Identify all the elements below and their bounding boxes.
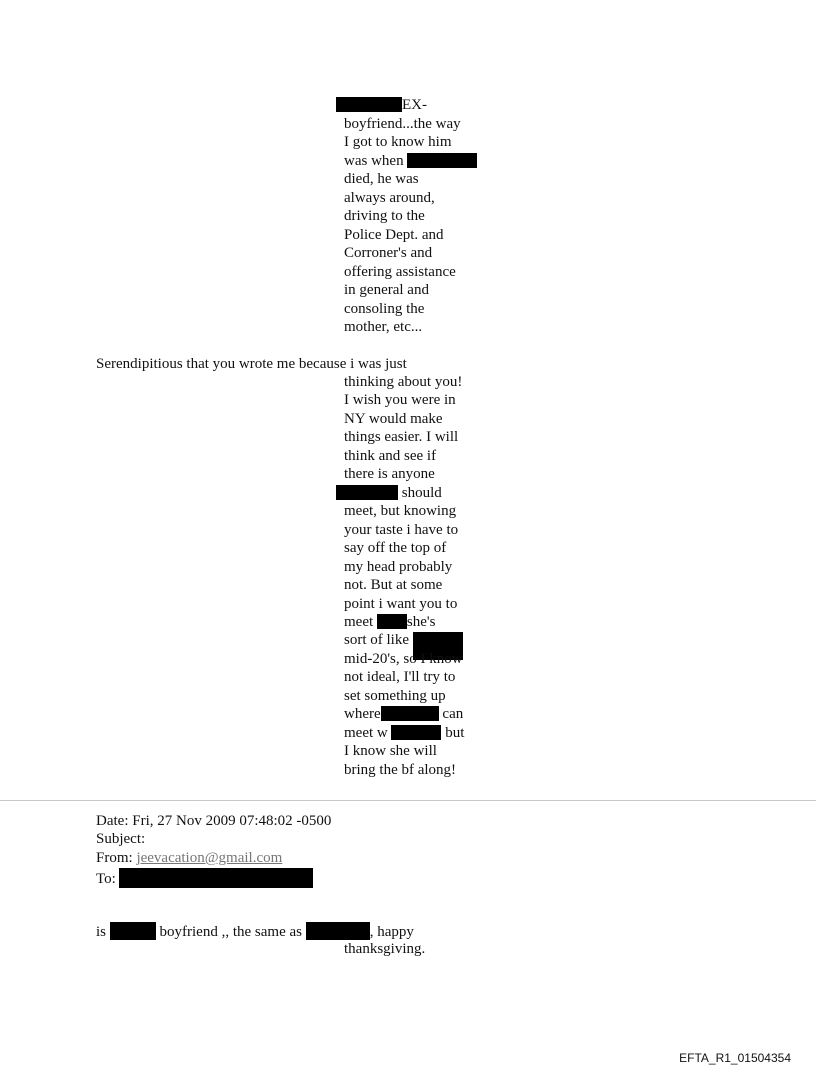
message-line: consoling the [344, 301, 425, 317]
message-line: your taste i have to [344, 522, 459, 538]
redaction-block [377, 614, 407, 629]
message-line: I know she will [344, 743, 437, 759]
date-value: Fri, 27 Nov 2009 07:48:02 -0500 [132, 813, 332, 829]
redaction-block [381, 706, 439, 721]
message-line: not ideal, I'll try to [344, 669, 456, 685]
separator-rule [0, 800, 816, 801]
redaction-block [306, 922, 370, 940]
message-line: driving to the [344, 208, 425, 224]
message-line: EX- [336, 96, 427, 114]
message-line: bring the bf along! [344, 762, 457, 778]
message-line: sort of like [344, 631, 463, 660]
message-line: set something up [344, 688, 446, 704]
message-line: things easier. I will [344, 429, 459, 445]
document-id: EFTA_R1_01504354 [679, 1051, 791, 1065]
subject-line: Subject: [96, 831, 146, 847]
message-line: meet she's [344, 614, 436, 630]
redaction-block [391, 725, 441, 740]
redaction-block [336, 485, 398, 500]
from-email-link[interactable]: jeevacation@gmail.com [136, 850, 283, 866]
message-line: NY would make [344, 411, 443, 427]
from-line: From: jeevacation@gmail.com [96, 850, 283, 866]
message-line: Serendipitious that you wrote me because i was just [96, 356, 407, 372]
message-line: where can [344, 706, 464, 722]
message-line: Police Dept. and [344, 227, 444, 243]
message-line: thanksgiving. [344, 941, 426, 957]
message-line: is boyfriend ,, the same as , happy [96, 924, 414, 940]
to-line: To: [96, 868, 313, 888]
message-line: meet, but knowing [344, 503, 457, 519]
message-line: should [336, 484, 442, 502]
message-line: think and see if [344, 448, 437, 464]
redaction-block [119, 868, 313, 888]
message-line: I got to know him [344, 134, 452, 150]
message-line: point i want you to [344, 596, 458, 612]
date-line: Date: Fri, 27 Nov 2009 07:48:02 -0500 [96, 813, 332, 829]
message-line: died, he was [344, 171, 419, 187]
message-line: my head probably [344, 559, 453, 575]
message-line: Corroner's and [344, 245, 433, 261]
redaction-block [110, 922, 156, 940]
message-line: there is anyone [344, 466, 435, 482]
message-line: was when [344, 152, 477, 170]
message-line: I wish you were in [344, 392, 456, 408]
message-line: mother, etc... [344, 319, 423, 335]
message-line: thinking about you! [344, 374, 463, 390]
redaction-block [336, 97, 402, 112]
message-line: in general and [344, 282, 429, 298]
message-line: offering assistance [344, 264, 456, 280]
message-line: say off the top of [344, 540, 447, 556]
redaction-block [407, 153, 477, 168]
message-line: meet w but [344, 725, 465, 741]
message-line: mid-20's, so I know [344, 651, 463, 667]
message-line: always around, [344, 190, 435, 206]
message-line: not. But at some [344, 577, 443, 593]
message-line: boyfriend...the way [344, 116, 461, 132]
